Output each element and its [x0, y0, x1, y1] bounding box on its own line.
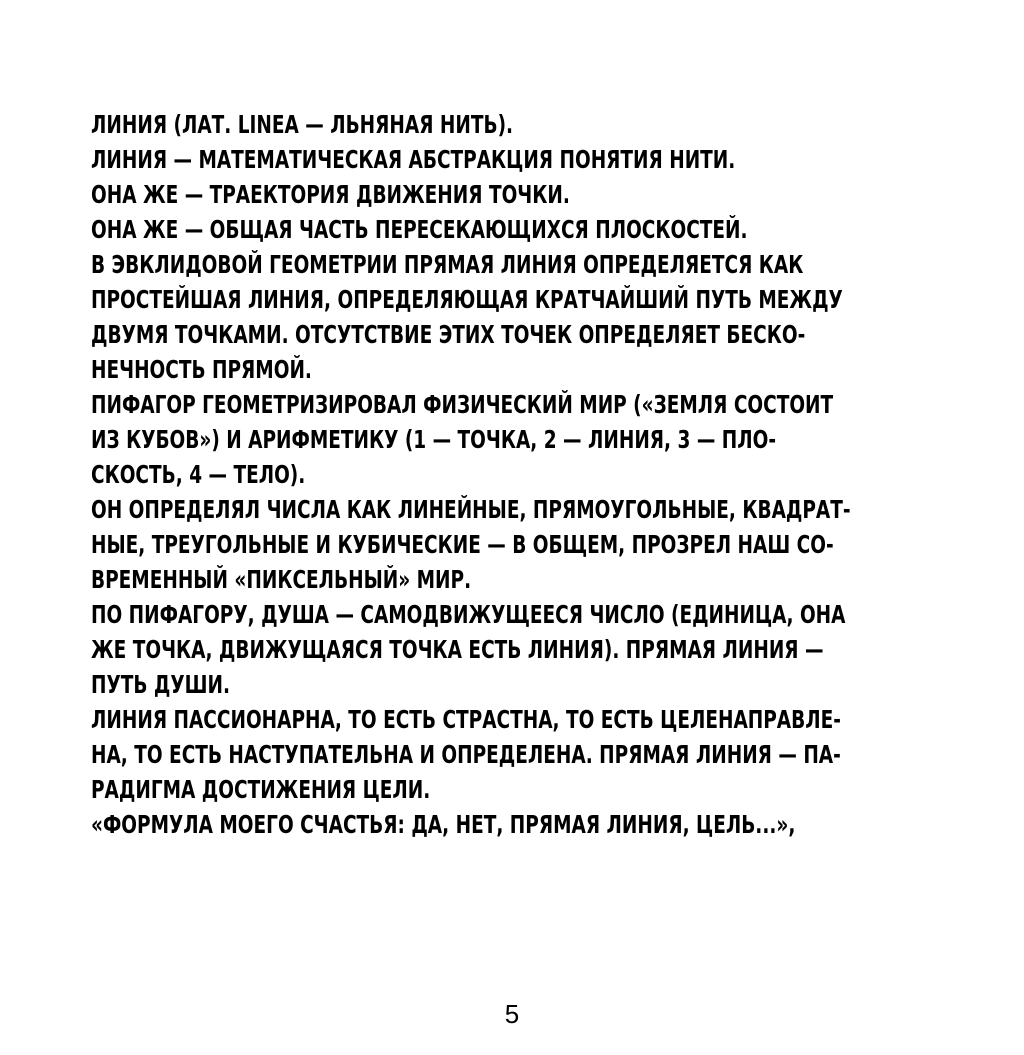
text-line: ЛИНИЯ ПАССИОНАРНА, ТО ЕСТЬ СТРАСТНА, ТО ЕСТЬ ЦЕЛЕНАПРАВЛЕ-: [91, 705, 841, 734]
text-line: ОН ОПРЕДЕЛЯЛ ЧИСЛА КАК ЛИНЕЙНЫЕ, ПРЯМОУГОЛЬНЫЕ, КВАДРАТ-: [91, 495, 851, 524]
text-line: ОНА ЖЕ — ТРАЕКТОРИЯ ДВИЖЕНИЯ ТОЧКИ.: [91, 180, 570, 209]
text-line: ПИФАГОР ГЕОМЕТРИЗИРОВАЛ ФИЗИЧЕСКИЙ МИР («ЗЕМЛЯ СОСТОИТ: [91, 390, 834, 419]
text-line: РАДИГМА ДОСТИЖЕНИЯ ЦЕЛИ.: [91, 775, 431, 804]
body-text: [91, 107, 941, 842]
text-line: ВРЕМЕННЫЙ «ПИКСЕЛЬНЫЙ» МИР.: [91, 565, 472, 594]
text-line: НЕЧНОСТЬ ПРЯМОЙ.: [91, 355, 312, 384]
text-line: НЫЕ, ТРЕУГОЛЬНЫЕ И КУБИЧЕСКИЕ — В ОБЩЕМ, ПРОЗРЕЛ НАШ СО-: [91, 530, 834, 559]
text-line: «ФОРМУЛА МОЕГО СЧАСТЬЯ: ДА, НЕТ, ПРЯМАЯ ЛИНИЯ, ЦЕЛЬ...»,: [91, 810, 796, 839]
text-line: ПРОСТЕЙШАЯ ЛИНИЯ, ОПРЕДЕЛЯЮЩАЯ КРАТЧАЙШИЙ ПУТЬ МЕЖДУ: [91, 285, 843, 314]
text-line: ИЗ КУБОВ») И АРИФМЕТИКУ (1 — ТОЧКА, 2 — ЛИНИЯ, 3 — ПЛО-: [91, 425, 777, 454]
text-line: ЛИНИЯ (ЛАТ. LINEA — ЛЬНЯНАЯ НИТЬ).: [91, 110, 514, 139]
text-line: НА, ТО ЕСТЬ НАСТУПАТЕЛЬНА И ОПРЕДЕЛЕНА. ПРЯМАЯ ЛИНИЯ — ПА-: [91, 740, 841, 769]
text-line: ДВУМЯ ТОЧКАМИ. ОТСУТСТВИЕ ЭТИХ ТОЧЕК ОПРЕДЕЛЯЕТ БЕСКО-: [91, 320, 806, 349]
text-line: ОНА ЖЕ — ОБЩАЯ ЧАСТЬ ПЕРЕСЕКАЮЩИХСЯ ПЛОСКОСТЕЙ.: [91, 215, 748, 244]
page-number: 5: [504, 999, 520, 1029]
text-line: ПУТЬ ДУШИ.: [91, 670, 231, 699]
text-line: СКОСТЬ, 4 — ТЕЛО).: [91, 460, 306, 489]
text-line: ЖЕ ТОЧКА, ДВИЖУЩАЯСЯ ТОЧКА ЕСТЬ ЛИНИЯ). ПРЯМАЯ ЛИНИЯ —: [91, 635, 824, 664]
text-line: В ЭВКЛИДОВОЙ ГЕОМЕТРИИ ПРЯМАЯ ЛИНИЯ ОПРЕДЕЛЯЕТСЯ КАК: [91, 250, 804, 279]
text-line: ПО ПИФАГОРУ, ДУША — САМОДВИЖУЩЕЕСЯ ЧИСЛО (ЕДИНИЦА, ОНА: [91, 600, 846, 629]
text-line: ЛИНИЯ — МАТЕМАТИЧЕСКАЯ АБСТРАКЦИЯ ПОНЯТИЯ НИТИ.: [91, 145, 736, 174]
